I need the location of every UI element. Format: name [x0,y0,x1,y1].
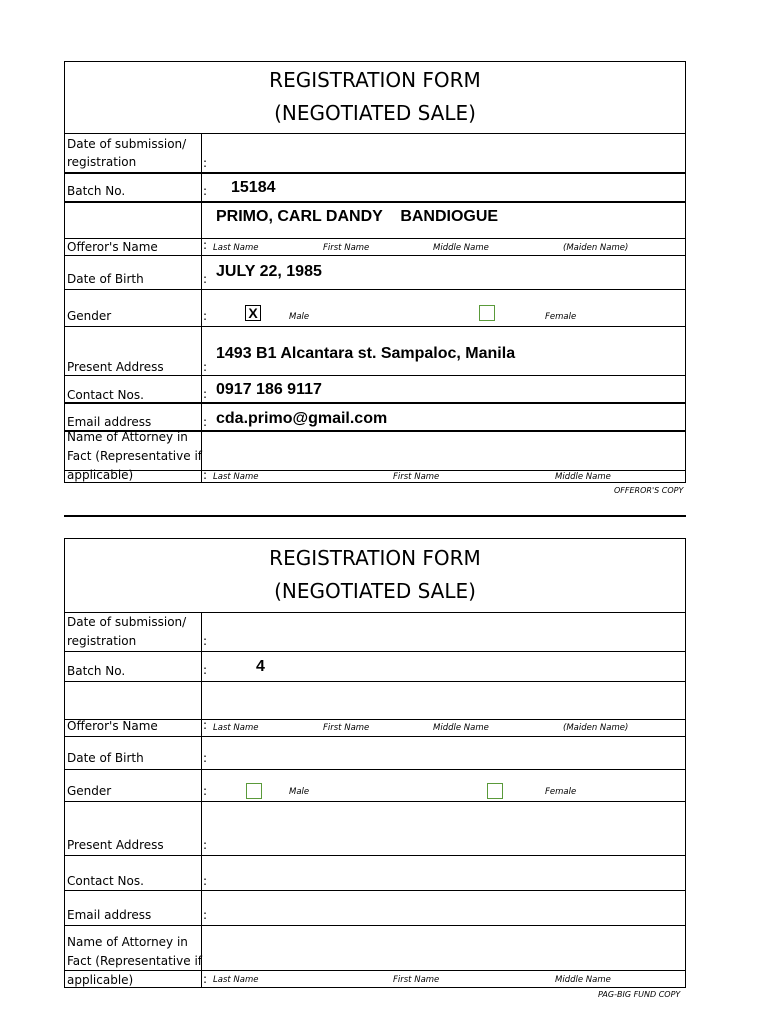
batch-no-value: 4 [256,658,265,675]
label-contact-nos: Contact Nos. [67,388,144,402]
form-subtitle: (NEGOTIATED SALE) [274,101,476,125]
colon: : [203,360,208,374]
fund-copy-label: PAG-BIG FUND COPY [598,990,681,999]
label-offeror-name: Offeror's Name [67,240,158,254]
colon: : [203,634,208,648]
offeror-copy-label: OFFEROR'S COPY [614,486,684,495]
label-date-submission: Date of submission/ [67,615,187,629]
label-attorney-3: applicable) [67,973,134,987]
sublabel-middle-name: Middle Name [555,975,611,985]
sublabel-maiden-name: (Maiden Name) [563,723,629,733]
label-batch-no: Batch No. [67,184,126,198]
label-attorney-1: Name of Attorney in [67,935,188,949]
label-contact-nos: Contact Nos. [67,874,144,888]
colon: : [203,908,208,922]
sublabel-first-name: First Name [393,975,440,985]
sublabel-last-name: Last Name [213,243,259,253]
sublabel-last-name: Last Name [213,472,259,482]
contact-value: 0917 186 9117 [216,381,322,398]
cut-divider [64,515,686,517]
colon: : [203,184,208,198]
colon: : [203,309,208,323]
colon: : [203,387,208,401]
sublabel-female: Female [545,787,577,797]
label-date-of-birth: Date of Birth [67,751,144,765]
label-email: Email address [67,415,152,429]
label-present-address: Present Address [67,838,164,852]
colon: : [203,468,208,482]
label-batch-no: Batch No. [67,664,126,678]
colon: : [203,784,208,798]
label-present-address: Present Address [67,360,164,374]
date-of-birth-value: JULY 22, 1985 [216,263,322,280]
colon: : [203,838,208,852]
colon: : [203,718,208,732]
colon: : [203,415,208,429]
sublabel-first-name: First Name [323,723,370,733]
label-registration: registration [67,155,137,169]
sublabel-last-name: Last Name [213,975,259,985]
sublabel-middle-name: Middle Name [433,243,489,253]
male-checkbox[interactable] [246,783,262,799]
sublabel-first-name: First Name [323,243,370,253]
sublabel-middle-name: Middle Name [555,472,611,482]
label-gender: Gender [67,784,112,798]
sublabel-middle-name: Middle Name [433,723,489,733]
colon: : [203,751,208,765]
female-checkbox[interactable] [487,783,503,799]
sublabel-male: Male [289,312,310,322]
batch-no-value: 15184 [231,179,276,196]
email-value: cda.primo@gmail.com [216,410,388,427]
label-registration: registration [67,634,137,648]
colon: : [203,156,208,170]
sublabel-maiden-name: (Maiden Name) [563,243,629,253]
label-offeror-name: Offeror's Name [67,719,158,733]
sublabel-female: Female [545,312,577,322]
sublabel-first-name: First Name [393,472,440,482]
female-checkbox[interactable] [479,305,495,321]
present-address-value: 1493 B1 Alcantara st. Sampaloc, Manila [216,345,516,362]
offeror-name-value: PRIMO, CARL DANDY BANDIOGUE [216,208,499,225]
label-email: Email address [67,908,152,922]
colon: : [203,272,208,286]
label-date-of-birth: Date of Birth [67,272,144,286]
male-checkbox[interactable]: X [245,305,261,321]
colon: : [203,874,208,888]
colon: : [203,663,208,677]
form-title: REGISTRATION FORM [269,68,481,92]
label-attorney-2: Fact (Representative if [67,449,202,463]
registration-form-offeror-copy [64,61,686,483]
colon: : [203,972,208,986]
label-attorney-3: applicable) [67,468,134,482]
registration-form-fund-copy [64,538,686,988]
form-subtitle: (NEGOTIATED SALE) [274,579,476,603]
sublabel-last-name: Last Name [213,723,259,733]
label-attorney-2: Fact (Representative if [67,954,202,968]
form-title: REGISTRATION FORM [269,546,481,570]
label-attorney-1: Name of Attorney in [67,430,188,444]
label-gender: Gender [67,309,112,323]
colon: : [203,238,208,252]
label-date-submission: Date of submission/ [67,137,187,151]
sublabel-male: Male [289,787,310,797]
